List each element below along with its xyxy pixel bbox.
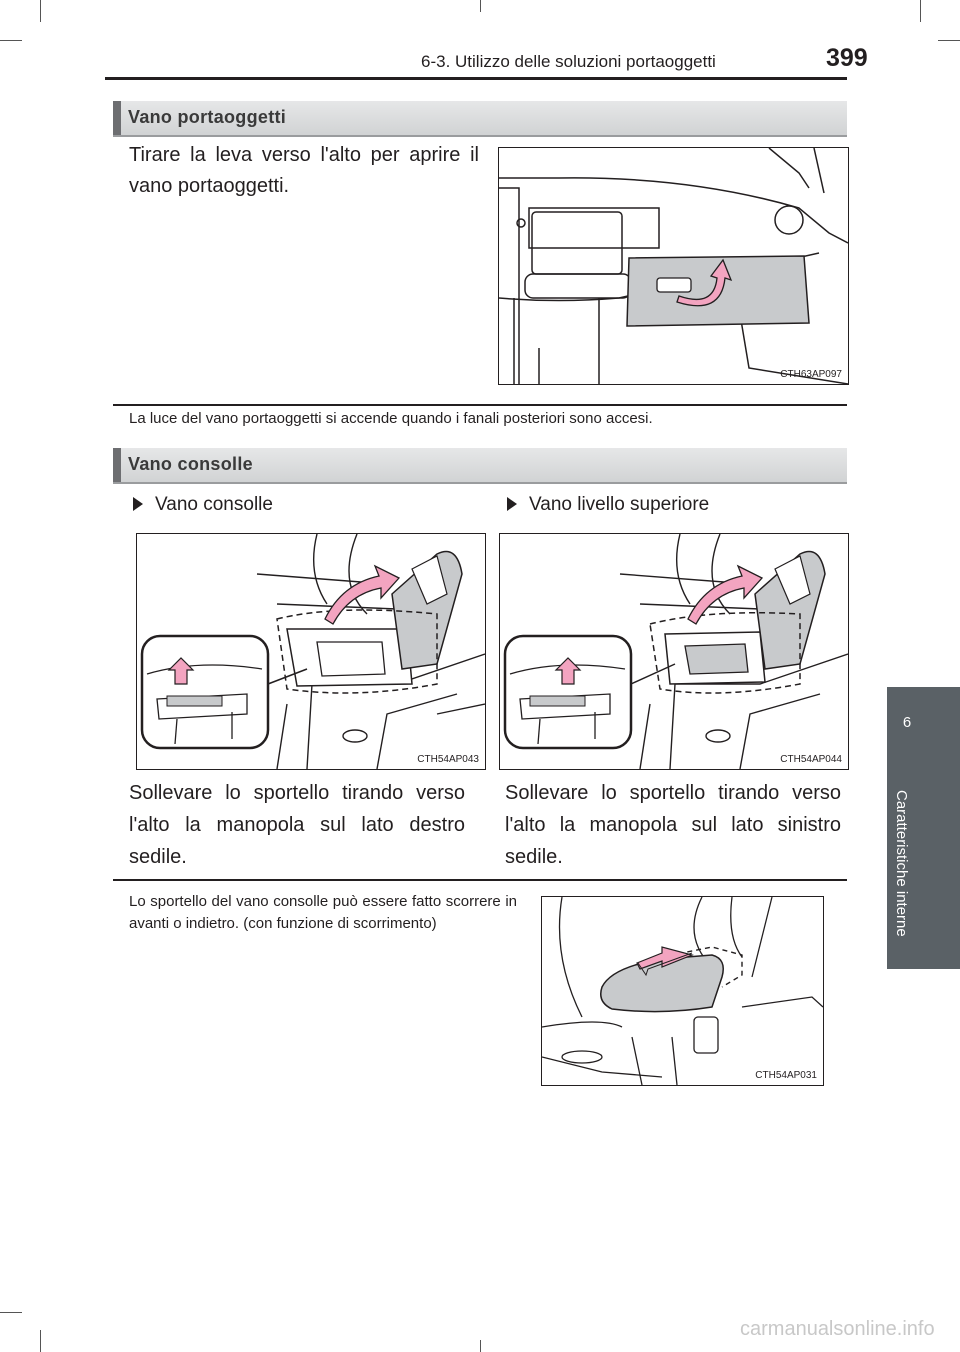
bullet-arrow-icon [507,497,517,511]
bullet-arrow-icon [133,497,143,511]
crop-mark [480,1340,481,1352]
slide-drawing [542,897,823,1085]
figure-code: CTH54AP031 [755,1070,817,1081]
console-box-instruction: Sollevare lo sportello tirando verso l'alto la manopola sul lato destro sedile. [129,782,465,868]
section-heading-text: Vano consolle [128,454,253,474]
crop-mark [0,40,22,41]
divider [113,404,847,406]
glovebox-drawing [499,148,848,384]
chapter-label [870,790,940,950]
console-box-drawing [137,534,485,769]
glovebox-instruction: Tirare la leva verso l'alto per aprire il vano portaoggetti. [129,144,479,197]
crop-mark [40,1330,41,1352]
bullet-upper-box [507,494,709,516]
section-heading-console [113,448,847,484]
figure-code: CTH63AP097 [780,369,842,380]
bullet-console-box [133,494,273,516]
crop-mark [480,0,481,12]
figure-code: CTH54AP043 [417,754,479,765]
figure-code: CTH54AP044 [780,754,842,765]
chapter-label-text: Caratteristiche interne [893,790,910,937]
upper-box-instruction: Sollevare lo sportello tirando verso l'alto la manopola sul lato sinistro sedile. [505,782,841,868]
watermark: carmanualsonline.info [740,1318,935,1340]
section-accent [113,448,121,482]
bullet-label: Vano consolle [155,494,273,515]
section-heading-glovebox [113,101,847,137]
upper-box-drawing [500,534,848,769]
upper-box-illustration [499,533,849,770]
page-number: 399 [826,44,868,72]
crop-mark [0,1312,22,1313]
divider [113,879,847,881]
header-section-title: 6-3. Utilizzo delle soluzioni portaoggetti [421,52,716,71]
crop-mark [40,0,41,22]
bullet-label: Vano livello superiore [529,494,710,515]
crop-mark [920,0,921,22]
chapter-number: 6 [902,714,912,731]
crop-mark [938,40,960,41]
glovebox-note: La luce del vano portaoggetti si accende quando i fanali posteriori sono accesi. [129,410,653,427]
console-box-illustration [136,533,486,770]
glovebox-illustration [498,147,849,385]
section-heading-text: Vano portaoggetti [128,107,287,127]
slide-illustration [541,896,824,1086]
section-accent [113,101,121,135]
header-rule [105,77,847,80]
slide-note: Lo sportello del vano consolle può essere fatto scorrere in avanti o indietro. (con funzione di scorrimento) [129,893,517,932]
